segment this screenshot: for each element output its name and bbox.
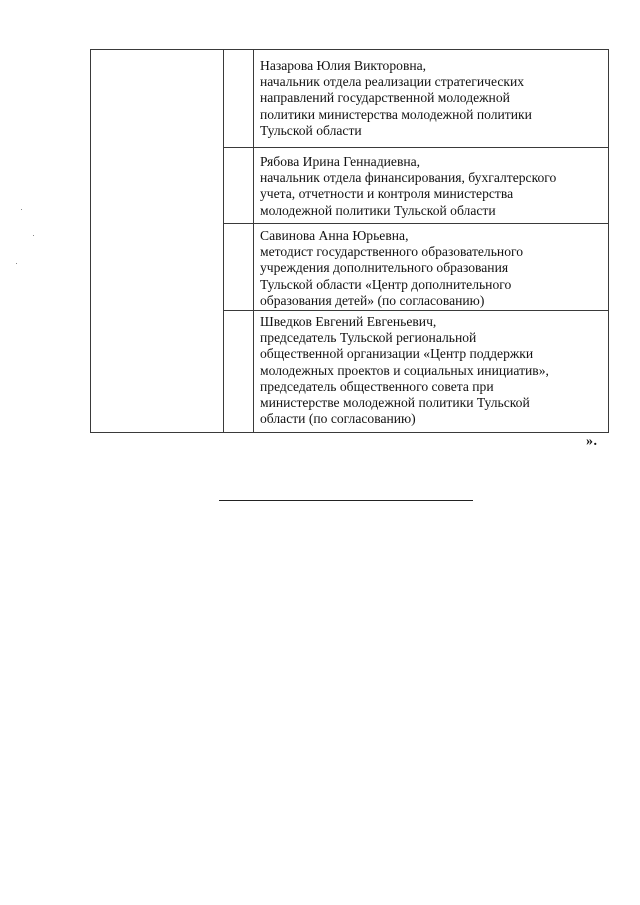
member-description xyxy=(254,50,608,139)
member-name: Рябова Ирина Геннадиевна, xyxy=(260,154,421,169)
member-position-line: направлений государственной молодежной xyxy=(260,90,510,106)
member-name: Шведков Евгений Евгеньевич, xyxy=(260,314,437,329)
closing-quote-mark: ». xyxy=(586,434,598,449)
member-description xyxy=(254,224,608,309)
empty-cell-second-column xyxy=(224,148,254,224)
scan-artifact xyxy=(16,263,17,264)
member-position-line: методист государственного образовательного xyxy=(260,244,524,260)
member-description xyxy=(254,311,608,427)
member-position-line: общественной организации «Центр поддержки xyxy=(260,346,534,362)
empty-cell-second-column xyxy=(224,311,254,433)
member-position-line: учета, отчетности и контроля министерства xyxy=(260,186,514,202)
member-position-line: молодежной политики Тульской области xyxy=(260,202,496,218)
member-position-line: начальник отдела реализации стратегических xyxy=(260,74,525,90)
scan-artifact xyxy=(33,235,34,236)
member-position-line: председатель Тульской региональной xyxy=(260,330,477,346)
member-description xyxy=(254,148,608,219)
empty-cell-first-column xyxy=(91,50,224,433)
member-position-line: политики министерства молодежной политики xyxy=(260,106,532,122)
member-cell xyxy=(254,50,609,148)
member-position-line: образования детей» (по согласованию) xyxy=(260,292,485,308)
member-position-line: учреждения дополнительного образования xyxy=(260,260,509,276)
member-position-line: начальник отдела финансирования, бухгалтерского xyxy=(260,170,557,186)
member-position-line: Тульской области xyxy=(260,122,362,138)
member-position-line: председатель общественного совета при xyxy=(260,378,494,394)
member-name: Назарова Юлия Викторовна, xyxy=(260,58,427,73)
scan-artifact xyxy=(21,209,22,210)
table-row xyxy=(91,50,609,148)
member-position-line: молодежных проектов и социальных инициатив», xyxy=(260,362,549,378)
member-position-line: области (по согласованию) xyxy=(260,411,416,427)
member-name: Савинова Анна Юрьевна, xyxy=(260,228,409,243)
member-position-line: Тульской области «Центр дополнительного xyxy=(260,276,512,292)
member-cell xyxy=(254,311,609,433)
empty-cell-second-column xyxy=(224,50,254,148)
document-end-line xyxy=(219,500,473,501)
member-cell xyxy=(254,224,609,311)
member-cell xyxy=(254,148,609,224)
members-table xyxy=(90,49,609,433)
member-position-line: министерстве молодежной политики Тульской xyxy=(260,395,530,411)
empty-cell-second-column xyxy=(224,224,254,311)
